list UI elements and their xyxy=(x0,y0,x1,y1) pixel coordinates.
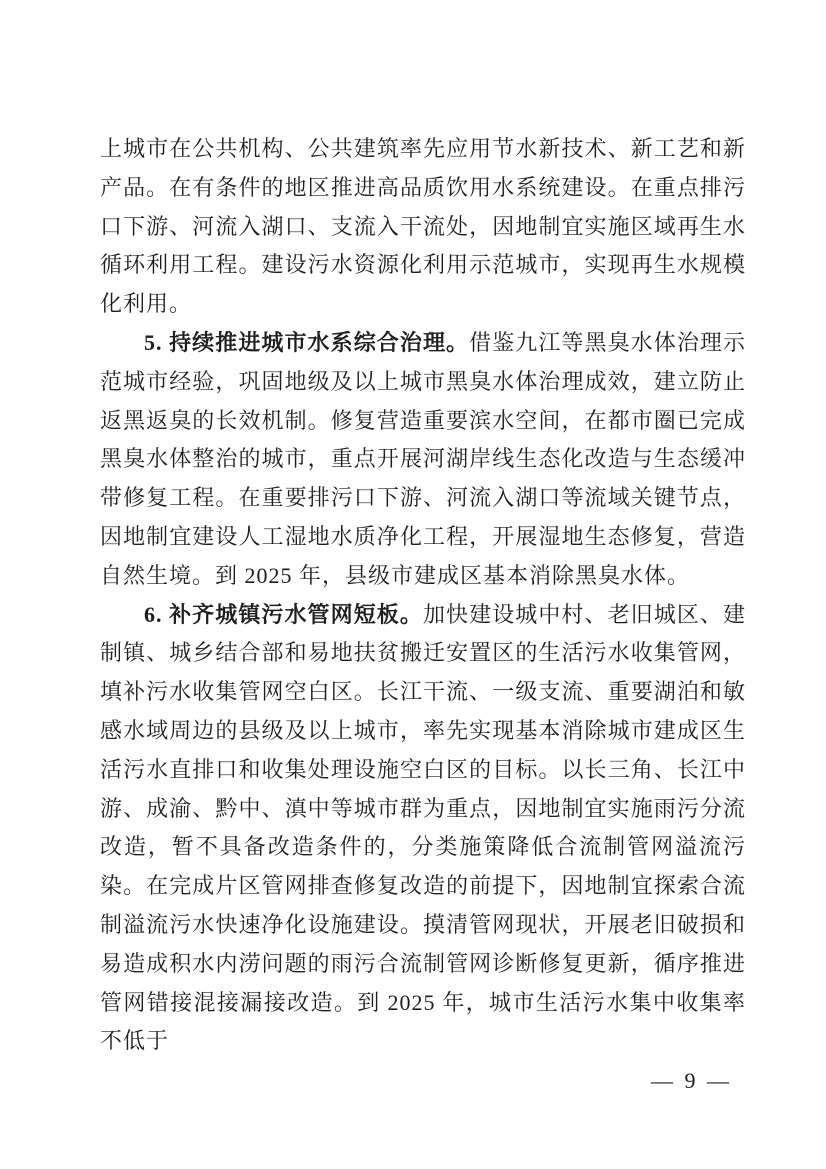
paragraph-item-5-text: 借鉴九江等黑臭水体治理示范城市经验，巩固地级及以上城市黑臭水体治理成效，建立防止返黑返臭的长效机制。修复营造重要滨水空间，在都市圈已完成黑臭水体整治的城市，重点开展河湖岸线生态化改造与生态缓冲带修复工程。在重要排污口下游、河流入湖口等流域关键节点，因地制宜建设人工湿地水质净化工程，开展湿地生态修复，营造自然生境。到 2025 年，县级市建成区基本消除黑臭水体。 xyxy=(100,329,746,588)
paragraph-item-5-heading: 5. 持续推进城市水系综合治理。 xyxy=(144,329,470,355)
page-number: — 9 — xyxy=(651,1068,732,1093)
paragraph-continuation-text: 上城市在公共机构、公共建筑率先应用节水新技术、新工艺和新产品。在有条件的地区推进高品质饮用水系统建设。在重点排污口下游、河流入湖口、支流入干流处，因地制宜实施区域再生水循环利用工程。建设污水资源化利用示范城市，实现再生水规模化利用。 xyxy=(100,136,746,317)
paragraph-item-6-text: 加快建设城中村、老旧城区、建制镇、城乡结合部和易地扶贫搬迁安置区的生活污水收集管网，填补污水收集管网空白区。长江干流、一级支流、重要湖泊和敏感水域周边的县级及以上城市，率先实现基本消除城市建成区生活污水直排口和收集处理设施空白区的目标。以长三角、长江中游、成渝、黔中、滇中等城市群为重点，因地制宜实施雨污分流改造，暂不具备改造条件的，分类施策降低合流制管网溢流污染。在完成片区管网排查修复改造的前提下，因地制宜探索合流制溢流污水快速净化设施建设。摸清管网现状，开展老旧破损和易造成积水内涝问题的雨污合流制管网诊断修复更新，循序推进管网错接混接漏接改造。到 2025 年，城市生活污水集中收集率不低于 xyxy=(100,601,746,1054)
paragraph-item-5 xyxy=(100,324,746,596)
paragraph-continuation xyxy=(100,130,746,324)
paragraph-item-6-heading: 6. 补齐城镇污水管网短板。 xyxy=(144,601,423,627)
document-body xyxy=(100,130,746,1061)
paragraph-item-6 xyxy=(100,596,746,1062)
